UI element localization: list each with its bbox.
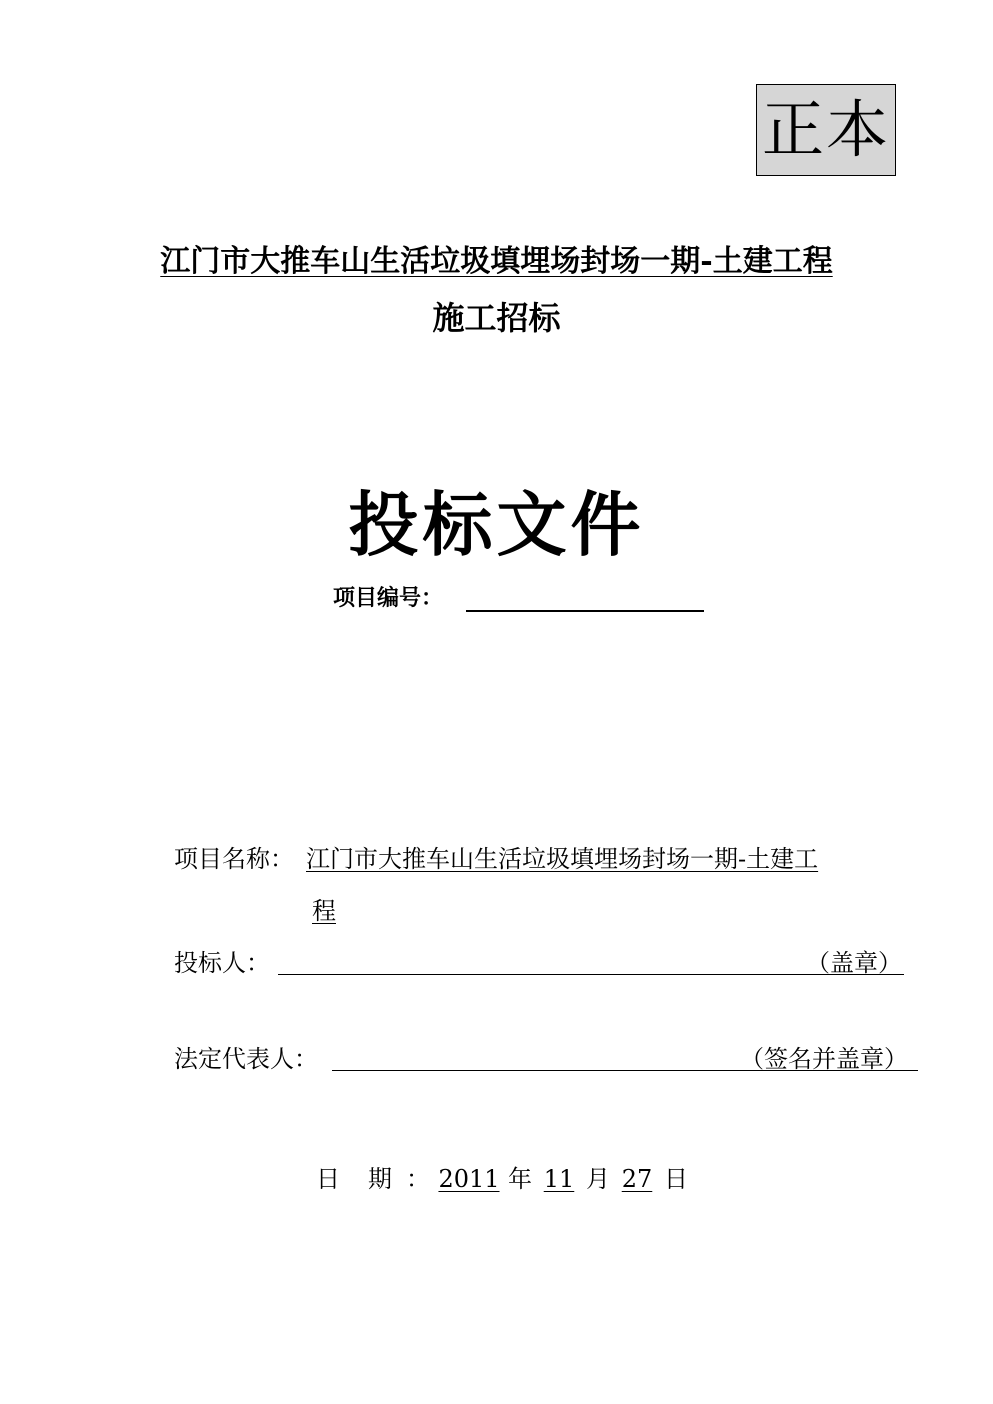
project-name-value-line1: 江门市大推车山生活垃圾填埋场封场一期-土建工 xyxy=(306,845,819,873)
legal-rep-sign-note: （签名并盖章） xyxy=(740,1045,908,1073)
date-label-day: 日 xyxy=(316,1165,340,1193)
stamp-text: 正本 xyxy=(761,93,890,166)
date-year[interactable]: 2011 xyxy=(438,1165,500,1193)
bidder-seal-note: （盖章） xyxy=(806,949,902,977)
document-title: 投标文件 xyxy=(348,483,645,566)
date-year-unit: 年 xyxy=(508,1165,532,1193)
date-label-period: 期 xyxy=(368,1165,392,1193)
date-month-unit: 月 xyxy=(586,1165,610,1193)
project-title xyxy=(0,240,993,284)
project-number-field[interactable] xyxy=(466,610,704,612)
date-day[interactable]: 27 xyxy=(621,1165,653,1193)
original-copy-stamp xyxy=(756,84,896,176)
date-month[interactable]: 11 xyxy=(543,1165,575,1193)
date-colon: ： xyxy=(406,1165,430,1193)
legal-rep-label: 法定代表人： xyxy=(174,1045,318,1073)
date-row xyxy=(316,1162,688,1196)
project-title-text: 江门市大推车山生活垃圾填埋场封场一期-土建工程 xyxy=(160,244,833,279)
bidder-label: 投标人： xyxy=(174,949,270,977)
date-day-unit: 日 xyxy=(664,1165,688,1193)
project-number-label: 项目编号： xyxy=(333,586,444,611)
project-name-label: 项目名称： xyxy=(174,845,294,873)
subtitle: 施工招标 xyxy=(432,299,561,337)
project-name-value-line2: 程 xyxy=(312,897,336,925)
